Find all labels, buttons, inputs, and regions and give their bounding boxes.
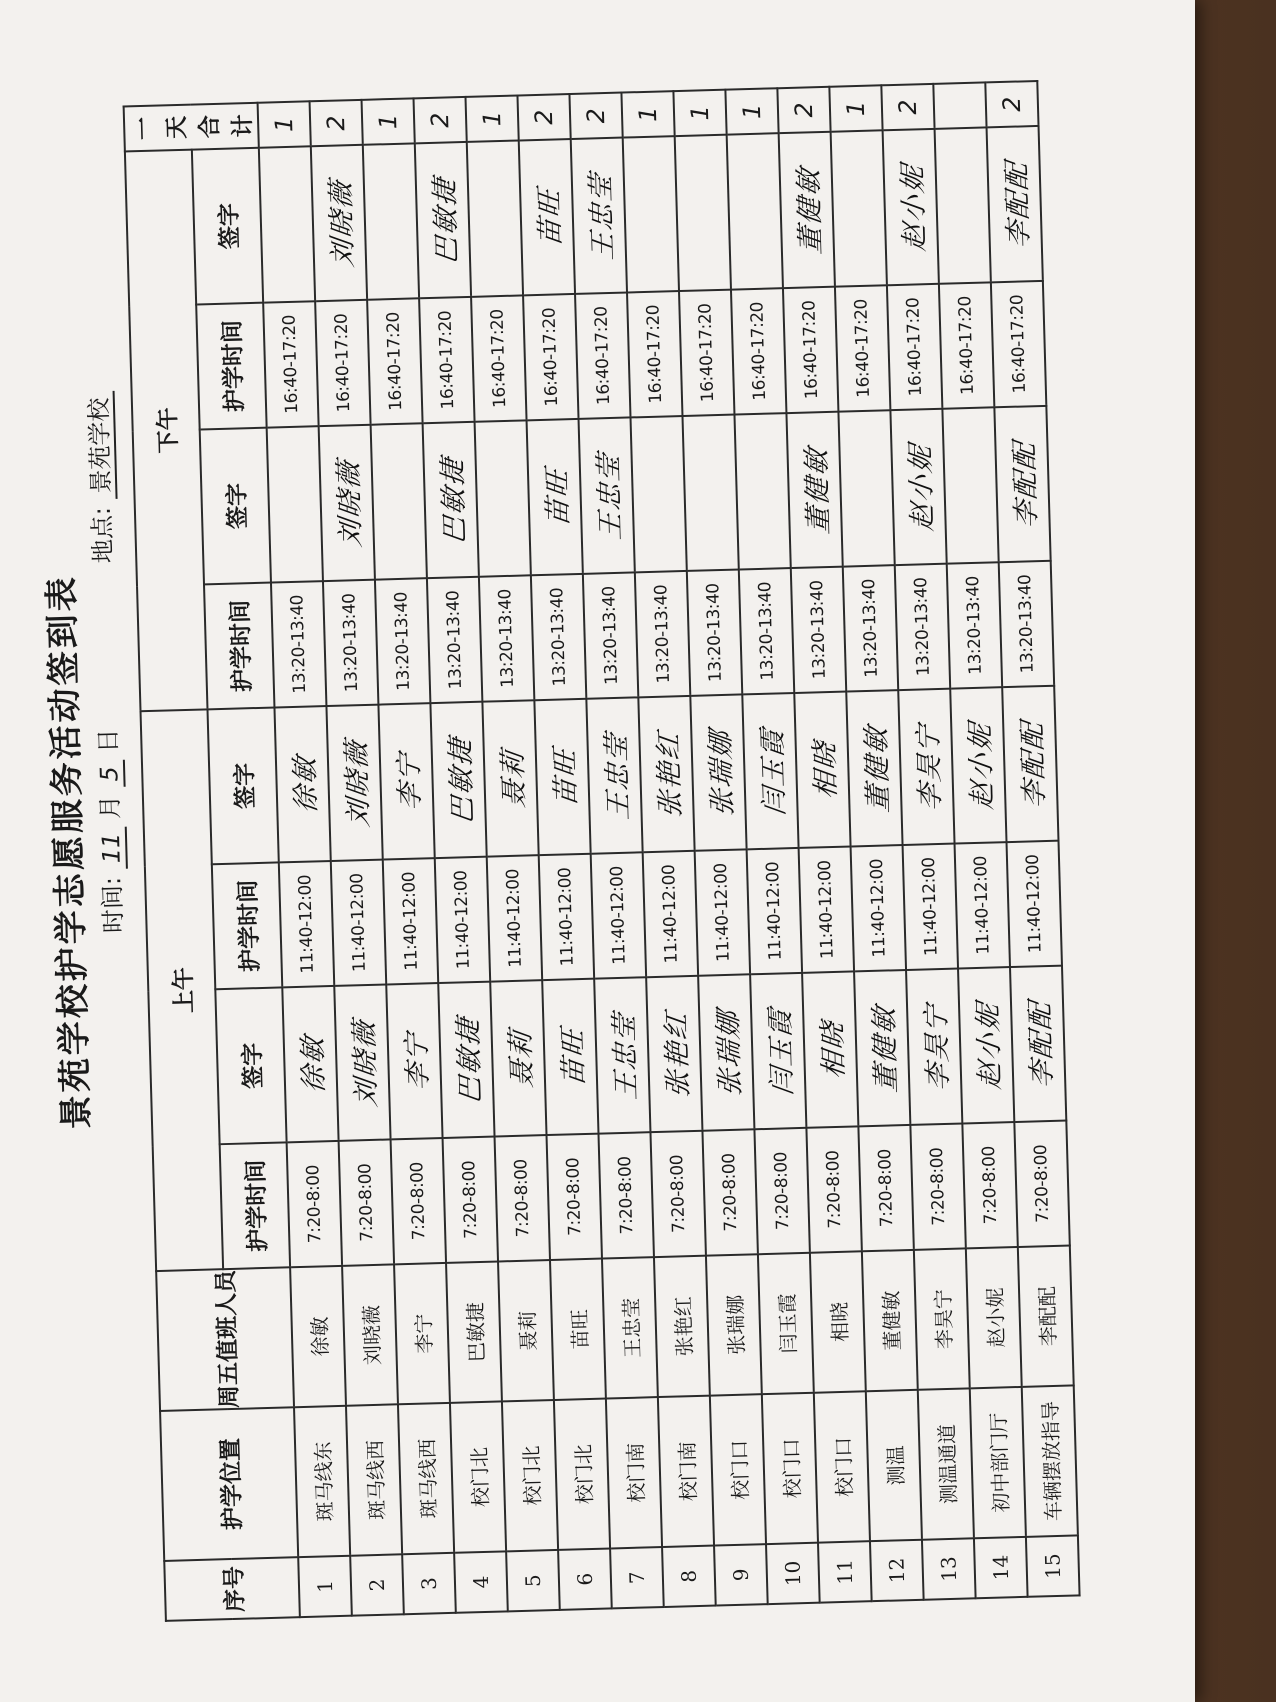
handwritten-signature: 巴敏捷 [444,735,479,826]
handwritten-signature: 闫玉霞 [756,726,791,817]
handwritten-signature: 巴敏捷 [429,175,463,266]
duty-time-cell: 16:40-17:20 [367,298,422,424]
handwritten-signature: 张瑞娜 [704,727,739,819]
duty-time-cell: 16:40-17:20 [627,291,682,417]
signature-cell [430,702,486,858]
duty-time-cell: 7:20-8:00 [1014,1121,1069,1247]
duty-time-cell: 16:40-17:20 [471,295,526,421]
handwritten-signature: 张瑞娜 [712,1007,747,1099]
duty-time-cell: 11:40-12:00 [955,842,1010,968]
duty-time-cell: 7:20-8:00 [287,1141,342,1267]
staff-name-cell: 李宁 [394,1263,450,1404]
date-field [88,728,129,933]
duty-time-cell: 13:20-13:40 [791,567,846,693]
handwritten-signature: 董健敏 [860,723,895,814]
duty-time-cell: 13:20-13:40 [895,564,950,690]
duty-time-cell: 13:20-13:40 [687,569,742,695]
duty-time-cell: 13:20-13:40 [947,562,1002,688]
signature-cell [779,132,835,288]
date-label: 时间: [98,876,128,934]
handwritten-signature: 李昊宁 [920,1001,954,1093]
staff-name-cell: 张艳红 [654,1256,710,1397]
signature-cell [1002,686,1058,842]
duty-time-cell: 13:20-13:40 [583,572,638,698]
duty-time-cell: 11:40-12:00 [487,855,542,981]
duty-time-cell: 16:40-17:20 [419,297,474,423]
date-day: 5 [95,760,126,788]
duty-time-cell: 16:40-17:20 [263,301,318,427]
header-duty-time: 护学时间 [196,303,266,430]
handwritten-signature: 李宁 [401,1030,434,1093]
position-cell: 校门口 [762,1393,818,1544]
handwritten-signature: 巴敏捷 [452,1014,487,1106]
duty-time-cell: 7:20-8:00 [702,1129,757,1255]
duty-time-cell: 16:40-17:20 [731,288,786,414]
position-cell: 校门北 [554,1399,610,1550]
duty-time-cell: 11:40-12:00 [643,851,698,977]
signature-cell [259,146,315,302]
signature-cell [371,423,427,579]
seq-cell: 7 [610,1547,664,1608]
date-month: 11 [97,826,128,869]
signature-cell [750,973,806,1129]
signature-cell [594,977,650,1133]
handwritten-signature: 赵小妮 [904,442,939,533]
signature-cell [274,706,330,862]
signature-cell [519,139,575,295]
duty-time-cell: 16:40-17:20 [575,293,630,419]
handwritten-signature: 李配配 [1000,159,1035,250]
signature-cell [586,697,642,853]
signature-cell [475,420,531,576]
signature-cell [467,140,523,296]
daily-total-cell: 2 [985,81,1038,127]
signature-cell [742,693,798,849]
handwritten-signature: 赵小妮 [896,162,931,253]
signature-cell [267,426,323,582]
month-suffix: 月 [95,794,125,820]
position-cell: 校门北 [450,1401,506,1552]
header-morning: 上午 [141,709,224,1271]
signature-cell [950,687,1006,843]
signature-cell [831,130,887,286]
signature-cell [1010,966,1066,1122]
handwritten-signature: 李宁 [393,750,426,813]
duty-time-cell: 11:40-12:00 [1007,841,1062,967]
handwritten-signature: 徐敏 [297,1033,330,1096]
handwritten-signature: 聂莉 [505,1027,538,1090]
sign-in-table [123,80,1081,1622]
handwritten-signature: 闫玉霞 [764,1006,799,1097]
seq-cell: 12 [870,1540,924,1601]
location-field [79,391,119,564]
handwritten-signature: 刘晓薇 [348,1017,383,1109]
daily-total-cell: 1 [725,88,778,134]
signature-cell [482,700,538,856]
position-cell: 车辆摆放指导 [1022,1385,1078,1536]
seq-cell: 13 [922,1538,976,1599]
header-seq: 序号 [164,1557,300,1621]
signature-cell [311,145,367,301]
duty-time-cell: 11:40-12:00 [435,857,490,983]
daily-total-cell: 2 [777,87,830,133]
signature-cell [326,705,382,861]
duty-time-cell: 16:40-17:20 [783,287,838,413]
duty-time-cell: 13:20-13:40 [271,581,326,707]
duty-time-cell: 7:20-8:00 [910,1123,965,1249]
header-sign: 签字 [215,987,286,1144]
signature-cell [363,143,419,299]
seq-cell: 9 [714,1544,768,1605]
position-cell: 测温 [866,1390,922,1541]
seq-cell: 4 [454,1551,508,1612]
signature-cell [690,694,746,850]
duty-time-cell: 13:20-13:40 [479,575,534,701]
handwritten-signature: 苗旺 [541,466,575,529]
handwritten-signature: 王忠莹 [608,1010,643,1102]
duty-time-cell: 11:40-12:00 [695,849,750,975]
signature-cell [727,133,783,289]
duty-time-cell: 16:40-17:20 [887,284,942,410]
handwritten-signature: 王忠莹 [592,450,627,542]
duty-time-cell: 16:40-17:20 [991,281,1046,407]
signature-cell [958,967,1014,1123]
staff-name-cell: 赵小妮 [966,1247,1022,1388]
header-daily-total: 一天合计 [124,103,259,152]
duty-time-cell: 7:20-8:00 [650,1131,705,1257]
duty-time-cell: 7:20-8:00 [495,1135,550,1261]
day-suffix: 日 [93,728,123,754]
duty-time-cell: 13:20-13:40 [843,565,898,691]
document-title: 景苑学校护学志愿服务活动签到表 [41,573,98,1130]
daily-total-cell: 1 [258,101,311,147]
staff-name-cell: 刘晓薇 [342,1264,398,1405]
duty-time-cell: 7:20-8:00 [598,1132,653,1258]
signature-cell [423,422,479,578]
signature-cell [898,689,954,845]
duty-time-cell: 13:20-13:40 [375,578,430,704]
signature-cell [438,982,494,1138]
position-cell: 斑马线西 [346,1404,402,1555]
duty-time-cell: 11:40-12:00 [279,861,334,987]
position-cell: 初中部门厅 [970,1387,1026,1538]
position-cell: 校门南 [606,1397,662,1548]
handwritten-signature: 徐敏 [289,753,322,816]
daily-total-cell: 1 [465,95,518,141]
position-cell: 校门口 [814,1391,870,1542]
duty-time-cell: 7:20-8:00 [339,1139,394,1265]
location-value: 景苑学校 [85,391,118,500]
signature-cell [906,969,962,1125]
signature-cell [571,138,627,294]
seq-cell: 3 [402,1553,456,1614]
handwritten-signature: 赵小妮 [964,720,999,811]
signature-cell [846,690,902,846]
signature-cell [890,409,946,565]
signature-cell [631,416,687,572]
duty-time-cell: 7:20-8:00 [858,1125,913,1251]
duty-time-cell: 13:20-13:40 [739,568,794,694]
handwritten-signature: 李配配 [1016,719,1051,810]
duty-time-cell: 7:20-8:00 [547,1134,602,1260]
header-sign: 签字 [200,428,271,585]
duty-time-cell: 11:40-12:00 [539,854,594,980]
duty-time-cell: 16:40-17:20 [835,285,890,411]
duty-time-cell: 7:20-8:00 [754,1128,809,1254]
seq-cell: 10 [766,1543,820,1604]
seq-cell: 5 [506,1550,560,1611]
handwritten-signature: 董健敏 [800,444,835,536]
staff-name-cell: 董健敏 [862,1250,918,1391]
signature-cell [646,976,702,1132]
daily-total-cell: 1 [829,85,882,131]
seq-cell: 8 [662,1546,716,1607]
signature-cell [282,986,338,1142]
seq-cell: 6 [558,1548,612,1609]
signature-cell [386,983,442,1139]
staff-name-cell: 李昊宁 [914,1248,970,1389]
header-duty-time: 护学时间 [204,583,274,710]
signature-cell [378,703,434,859]
duty-time-cell: 16:40-17:20 [679,290,734,416]
daily-total-cell: 2 [881,84,934,130]
signature-cell [935,127,991,283]
handwritten-signature: 董健敏 [868,1003,902,1094]
handwritten-signature: 刘晓薇 [325,178,359,269]
staff-name-cell: 李配配 [1018,1246,1074,1387]
seq-cell: 1 [298,1556,352,1617]
handwritten-signature: 相晓 [816,1019,850,1081]
signature-cell [786,412,842,568]
duty-time-cell: 13:20-13:40 [427,577,482,703]
duty-time-cell: 11:40-12:00 [383,858,438,984]
position-cell: 斑马线东 [294,1406,350,1557]
signature-cell [682,415,738,571]
handwritten-signature: 李昊宁 [912,721,947,813]
staff-name-cell: 聂莉 [498,1260,554,1401]
staff-name-cell: 闫玉霞 [758,1253,814,1394]
position-cell: 测温通道 [918,1388,974,1539]
signature-cell [490,980,546,1136]
seq-cell: 14 [974,1537,1028,1598]
daily-total-cell [933,82,986,128]
duty-time-cell: 16:40-17:20 [939,282,994,408]
signature-cell [415,142,471,298]
location-label: 地点: [87,506,118,564]
duty-time-cell: 11:40-12:00 [747,848,802,974]
handwritten-signature: 张艳红 [660,1009,695,1100]
daily-total-cell: 2 [569,93,622,139]
seq-cell: 11 [818,1541,872,1602]
signature-cell [542,979,598,1135]
signature-cell [334,985,390,1141]
signature-cell [534,699,590,855]
handwritten-signature: 苗旺 [549,746,582,809]
handwritten-signature: 刘晓薇 [340,737,375,829]
handwritten-signature: 巴敏捷 [436,455,471,546]
signature-cell [942,407,998,563]
handwritten-signature: 苗旺 [533,186,567,249]
duty-time-cell: 11:40-12:00 [799,846,854,972]
duty-time-cell: 16:40-17:20 [523,294,578,420]
header-sign: 签字 [207,708,278,865]
position-cell: 校门北 [502,1400,558,1551]
duty-time-cell: 13:20-13:40 [323,580,378,706]
handwritten-signature: 聂莉 [497,748,530,810]
staff-name-cell: 王忠莹 [602,1257,658,1398]
signature-cell [802,971,858,1127]
staff-name-cell: 张瑞娜 [706,1254,762,1395]
duty-time-cell: 11:40-12:00 [331,860,386,986]
staff-name-cell: 苗旺 [550,1259,606,1400]
handwritten-signature: 王忠莹 [600,730,635,822]
duty-time-cell: 11:40-12:00 [903,844,958,970]
daily-total-cell: 1 [362,98,415,144]
handwritten-signature: 张艳红 [652,729,687,820]
duty-time-cell: 11:40-12:00 [591,852,646,978]
daily-total-cell: 2 [517,94,570,140]
handwritten-signature: 董健敏 [793,165,827,256]
handwritten-signature: 苗旺 [556,1026,590,1088]
header-duty-time: 护学时间 [220,1142,290,1269]
handwritten-signature: 刘晓薇 [333,458,367,549]
signature-cell [883,129,939,285]
handwritten-signature: 相晓 [809,739,842,801]
signature-cell [675,135,731,291]
handwritten-signature: 王忠莹 [585,170,619,262]
header-sign: 签字 [192,148,263,305]
staff-name-cell: 相晓 [810,1251,866,1392]
duty-time-cell: 7:20-8:00 [806,1126,861,1252]
sign-in-sheet [12,50,1135,1625]
header-staff: 周五值班人员 [156,1267,294,1411]
signature-cell [994,406,1050,562]
header-afternoon: 下午 [125,150,208,712]
duty-time-cell: 11:40-12:00 [851,845,906,971]
signature-cell [838,410,894,566]
handwritten-signature: 李配配 [1008,439,1043,530]
position-cell: 校门口 [710,1394,766,1545]
duty-time-cell: 13:20-13:40 [531,574,586,700]
duty-time-cell: 7:20-8:00 [443,1137,498,1263]
position-cell: 校门南 [658,1396,714,1547]
header-duty-time: 护学时间 [212,862,282,989]
signature-cell [854,970,910,1126]
signature-cell [319,425,375,581]
seq-cell: 2 [350,1554,404,1615]
signature-cell [698,974,754,1130]
signature-cell [527,419,583,575]
signature-cell [579,417,635,573]
daily-total-cell: 1 [673,90,726,136]
seq-cell: 15 [1026,1535,1080,1596]
signature-cell [734,413,790,569]
header-position: 护学位置 [160,1407,298,1561]
duty-time-cell: 16:40-17:20 [315,300,370,426]
signature-cell [794,692,850,848]
signature-cell [623,136,679,292]
position-cell: 斑马线西 [398,1403,454,1554]
duty-time-cell: 13:20-13:40 [999,561,1054,687]
signature-cell [638,696,694,852]
daily-total-cell: 2 [414,97,467,143]
daily-total-cell: 2 [310,100,363,146]
duty-time-cell: 13:20-13:40 [635,571,690,697]
handwritten-signature: 李配配 [1024,998,1058,1090]
daily-total-cell: 1 [621,91,674,137]
signature-cell [987,126,1043,282]
duty-time-cell: 7:20-8:00 [962,1122,1017,1248]
staff-name-cell: 巴敏捷 [446,1261,502,1402]
handwritten-signature: 赵小妮 [972,1000,1006,1091]
duty-time-cell: 7:20-8:00 [391,1138,446,1264]
staff-name-cell: 徐敏 [290,1266,346,1407]
